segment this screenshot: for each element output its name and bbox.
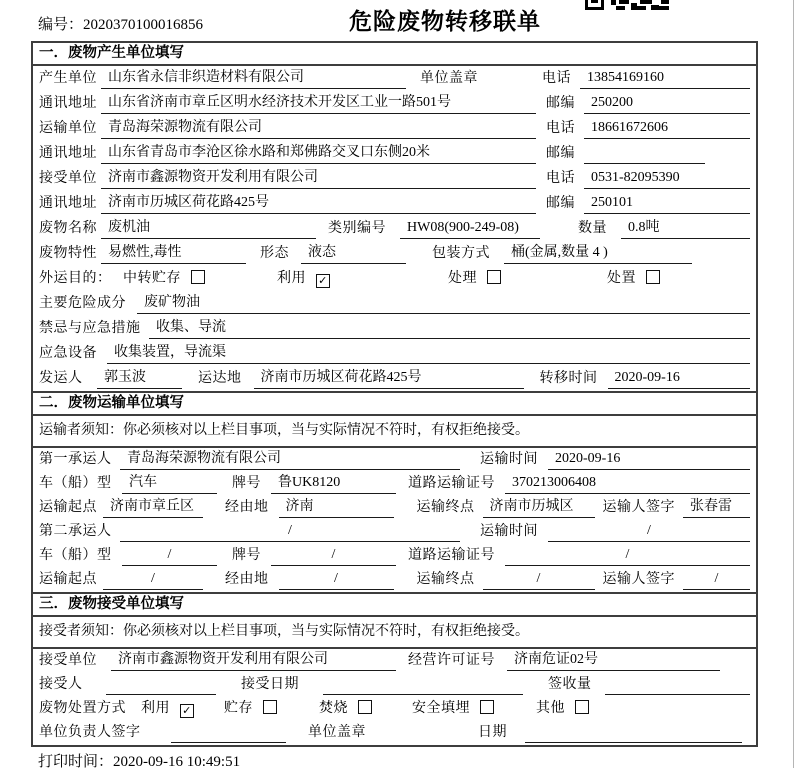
row-dispatcher bbox=[33, 366, 756, 391]
emergency-value: 收集、导流 bbox=[149, 318, 750, 339]
producer-value: 山东省永信非织造材料有限公司 bbox=[101, 68, 406, 89]
transporter-address: 山东省青岛市李沧区徐水路和郑佛路交叉口东侧20米 bbox=[101, 143, 536, 164]
unit-signature-value bbox=[171, 722, 286, 743]
row-hazard-components bbox=[33, 291, 756, 316]
row-accepting-unit bbox=[33, 649, 756, 673]
transport-time-value: 2020-09-16 bbox=[548, 449, 750, 470]
checkbox-mark: ✓ bbox=[318, 274, 328, 287]
section3-header: 三．废物接受单位填写 bbox=[33, 592, 756, 617]
via-label: 经由地 bbox=[225, 572, 269, 587]
packaging-value: 桶(金属,数量 4 ) bbox=[504, 243, 692, 264]
option-label: 处理 bbox=[448, 271, 477, 286]
transporter-phone: 18661672606 bbox=[584, 118, 750, 139]
option-label: 焚烧 bbox=[319, 701, 348, 716]
row-waste-name bbox=[33, 216, 756, 241]
row-second-route bbox=[33, 568, 756, 592]
row-producer-address bbox=[33, 91, 756, 116]
row-transporter bbox=[33, 116, 756, 141]
equipment-label: 应急设备 bbox=[39, 346, 97, 361]
form-value: 液态 bbox=[301, 243, 406, 264]
producer-label: 产生单位 bbox=[39, 71, 97, 86]
road-license-label: 道路运输证号 bbox=[408, 548, 495, 563]
receiver-label: 接受单位 bbox=[39, 171, 97, 186]
dispatcher-label: 发运人 bbox=[39, 371, 83, 386]
checkbox-icon bbox=[487, 270, 501, 284]
vehicle-type-value: 汽车 bbox=[122, 473, 217, 494]
quantity-label: 数量 bbox=[578, 221, 607, 236]
purpose-option-treat bbox=[448, 269, 501, 289]
category-code-value: HW08(900-249-08) bbox=[400, 218, 540, 239]
row-transfer-purpose bbox=[33, 266, 756, 291]
plate-value: / bbox=[271, 545, 396, 566]
waste-name-value: 废机油 bbox=[101, 218, 316, 239]
transport-time-label: 运输时间 bbox=[480, 524, 538, 539]
second-carrier-label: 第二承运人 bbox=[39, 524, 112, 539]
received-qty-label: 签收量 bbox=[548, 677, 592, 692]
route-end-value: 济南市历城区 bbox=[483, 497, 595, 518]
row-acceptor bbox=[33, 673, 756, 697]
row-first-vehicle bbox=[33, 472, 756, 496]
checkbox-checked-icon bbox=[180, 704, 194, 718]
disposal-option-storage bbox=[224, 699, 277, 719]
checkbox-mark: ✓ bbox=[182, 704, 192, 717]
unit-seal-label: 单位盖章 bbox=[308, 725, 366, 740]
option-label: 其他 bbox=[536, 701, 565, 716]
page-title: 危险废物转移联单 bbox=[349, 9, 541, 34]
packaging-label: 包装方式 bbox=[432, 246, 490, 261]
acceptor-value bbox=[106, 674, 216, 695]
disposal-option-utilize bbox=[141, 699, 194, 719]
zip-label: 邮编 bbox=[546, 196, 575, 211]
print-time-value: 2020-09-16 10:49:51 bbox=[113, 754, 241, 770]
disposal-option-other bbox=[536, 699, 589, 719]
checkbox-icon bbox=[480, 700, 494, 714]
phone-label: 电话 bbox=[542, 71, 571, 86]
unit-signature-label: 单位负责人签字 bbox=[39, 725, 141, 740]
section1-header: 一．废物产生单位填写 bbox=[33, 43, 756, 66]
checkbox-checked-icon bbox=[316, 274, 330, 288]
zip-label: 邮编 bbox=[546, 96, 575, 111]
vehicle-type-label: 车（船）型 bbox=[39, 476, 112, 491]
row-emergency-measures bbox=[33, 316, 756, 341]
carrier-signature-value: 张春雷 bbox=[683, 497, 750, 518]
row-second-carrier bbox=[33, 520, 756, 544]
phone-label: 电话 bbox=[546, 121, 575, 136]
option-label: 贮存 bbox=[224, 701, 253, 716]
receiver-phone: 0531-82095390 bbox=[584, 168, 750, 189]
purpose-option-transit-storage bbox=[123, 269, 205, 289]
disposal-method-label: 废物处置方式 bbox=[39, 701, 126, 716]
checkbox-icon bbox=[263, 700, 277, 714]
waste-props-label: 废物特性 bbox=[39, 246, 97, 261]
route-end-label: 运输终点 bbox=[416, 572, 475, 587]
transfer-time-label: 转移时间 bbox=[539, 371, 598, 386]
emergency-label: 禁忌与应急措施 bbox=[39, 321, 141, 336]
receiver-zip: 250101 bbox=[584, 193, 750, 214]
route-start-label: 运输起点 bbox=[39, 572, 97, 587]
option-label: 利用 bbox=[141, 701, 170, 716]
purpose-label: 外运目的： bbox=[39, 271, 112, 286]
row-emergency-equipment bbox=[33, 341, 756, 366]
first-carrier-value: 青岛海荣源物流有限公司 bbox=[120, 449, 460, 470]
checkbox-icon bbox=[191, 270, 205, 284]
row-first-carrier bbox=[33, 448, 756, 472]
serial-number-line bbox=[38, 13, 203, 34]
date-label: 日期 bbox=[478, 725, 507, 740]
road-license-value: / bbox=[505, 545, 750, 566]
accepting-unit-label: 接受单位 bbox=[39, 653, 97, 668]
date-value bbox=[525, 722, 742, 743]
hazard-value: 废矿物油 bbox=[137, 293, 750, 314]
accepting-unit-value: 济南市鑫源物资开发利用有限公司 bbox=[111, 650, 396, 671]
disposal-option-landfill bbox=[412, 699, 494, 719]
producer-phone: 13854169160 bbox=[580, 68, 750, 89]
checkbox-icon bbox=[646, 270, 660, 284]
row-receiver bbox=[33, 166, 756, 191]
operating-license-value: 济南危证02号 bbox=[507, 650, 720, 671]
via-value: / bbox=[279, 569, 394, 590]
carrier-signature-label: 运输人签字 bbox=[602, 500, 675, 515]
transport-time-value: / bbox=[548, 521, 750, 542]
road-license-label: 道路运输证号 bbox=[408, 476, 495, 491]
vehicle-type-label: 车（船）型 bbox=[39, 548, 112, 563]
plate-label: 牌号 bbox=[232, 548, 261, 563]
destination-value: 济南市历城区荷花路425号 bbox=[254, 368, 524, 389]
road-license-value: 370213006408 bbox=[505, 473, 750, 494]
route-end-value: / bbox=[483, 569, 595, 590]
serial-label: 编号： bbox=[38, 17, 84, 33]
carrier-signature-label: 运输人签字 bbox=[602, 572, 675, 587]
address-label: 通讯地址 bbox=[39, 96, 97, 111]
transport-time-label: 运输时间 bbox=[480, 452, 538, 467]
option-label: 安全填埋 bbox=[412, 701, 470, 716]
route-start-value: 济南市章丘区 bbox=[103, 497, 203, 518]
transfer-form-table bbox=[31, 41, 758, 747]
row-waste-properties bbox=[33, 241, 756, 266]
operating-license-label: 经营许可证号 bbox=[408, 653, 495, 668]
purpose-option-utilize bbox=[277, 269, 330, 289]
category-code-label: 类别编号 bbox=[328, 221, 386, 236]
section2-header: 二．废物运输单位填写 bbox=[33, 391, 756, 416]
destination-label: 运达地 bbox=[198, 371, 242, 386]
document-header bbox=[0, 0, 796, 40]
received-qty-value bbox=[605, 674, 751, 695]
receiver-value: 济南市鑫源物资开发利用有限公司 bbox=[101, 168, 536, 189]
waste-name-label: 废物名称 bbox=[39, 221, 97, 236]
via-label: 经由地 bbox=[225, 500, 269, 515]
quantity-value: 0.8吨 bbox=[621, 218, 750, 239]
purpose-option-dispose bbox=[607, 269, 660, 289]
address-label: 通讯地址 bbox=[39, 196, 97, 211]
first-carrier-label: 第一承运人 bbox=[39, 452, 112, 467]
transporter-notice: 运输者须知：你必须核对以上栏目事项，当与实际情况不符时，有权拒绝接受。 bbox=[33, 416, 756, 448]
form-label: 形态 bbox=[260, 246, 289, 261]
unit-seal-label: 单位盖章 bbox=[420, 71, 478, 86]
row-transporter-address bbox=[33, 141, 756, 166]
receiver-address: 济南市历城区荷花路425号 bbox=[101, 193, 536, 214]
row-producer bbox=[33, 66, 756, 91]
option-label: 利用 bbox=[277, 271, 306, 286]
row-unit-signature bbox=[33, 721, 756, 745]
row-first-route bbox=[33, 496, 756, 520]
producer-zip: 250200 bbox=[584, 93, 750, 114]
dispatcher-name: 郭玉波 bbox=[97, 368, 182, 389]
producer-address: 山东省济南市章丘区明水经济技术开发区工业一路501号 bbox=[101, 93, 536, 114]
transfer-time-value: 2020-09-16 bbox=[608, 368, 751, 389]
checkbox-icon bbox=[575, 700, 589, 714]
transporter-label: 运输单位 bbox=[39, 121, 97, 136]
second-carrier-value: / bbox=[120, 521, 460, 542]
row-receiver-address bbox=[33, 191, 756, 216]
checkbox-icon bbox=[358, 700, 372, 714]
option-label: 中转贮存 bbox=[123, 271, 181, 286]
plate-label: 牌号 bbox=[232, 476, 261, 491]
transporter-zip bbox=[584, 143, 705, 164]
serial-number: 2020370100016856 bbox=[83, 17, 204, 33]
address-label: 通讯地址 bbox=[39, 146, 97, 161]
row-second-vehicle bbox=[33, 544, 756, 568]
hazard-label: 主要危险成分 bbox=[39, 296, 126, 311]
page-edge-divider bbox=[793, 0, 794, 768]
zip-label: 邮编 bbox=[546, 146, 575, 161]
receiver-notice: 接受者须知：你必须核对以上栏目事项，当与实际情况不符时，有权拒绝接受。 bbox=[33, 617, 756, 649]
plate-value: 鲁UK8120 bbox=[271, 473, 396, 494]
carrier-signature-value: / bbox=[683, 569, 750, 590]
accept-date-value bbox=[323, 674, 523, 695]
qr-code-fragment bbox=[585, 0, 669, 10]
acceptor-label: 接受人 bbox=[39, 677, 83, 692]
accept-date-label: 接受日期 bbox=[241, 677, 299, 692]
route-start-value: / bbox=[103, 569, 203, 590]
route-end-label: 运输终点 bbox=[416, 500, 475, 515]
route-start-label: 运输起点 bbox=[39, 500, 97, 515]
transporter-value: 青岛海荣源物流有限公司 bbox=[101, 118, 536, 139]
print-time-label: 打印时间： bbox=[38, 754, 114, 770]
vehicle-type-value: / bbox=[122, 545, 217, 566]
disposal-option-incinerate bbox=[319, 699, 372, 719]
option-label: 处置 bbox=[607, 271, 636, 286]
waste-props-value: 易燃性,毒性 bbox=[101, 243, 246, 264]
phone-label: 电话 bbox=[546, 171, 575, 186]
via-value: 济南 bbox=[279, 497, 394, 518]
row-disposal-method bbox=[33, 697, 756, 721]
equipment-value: 收集装置，导流渠 bbox=[107, 343, 750, 364]
